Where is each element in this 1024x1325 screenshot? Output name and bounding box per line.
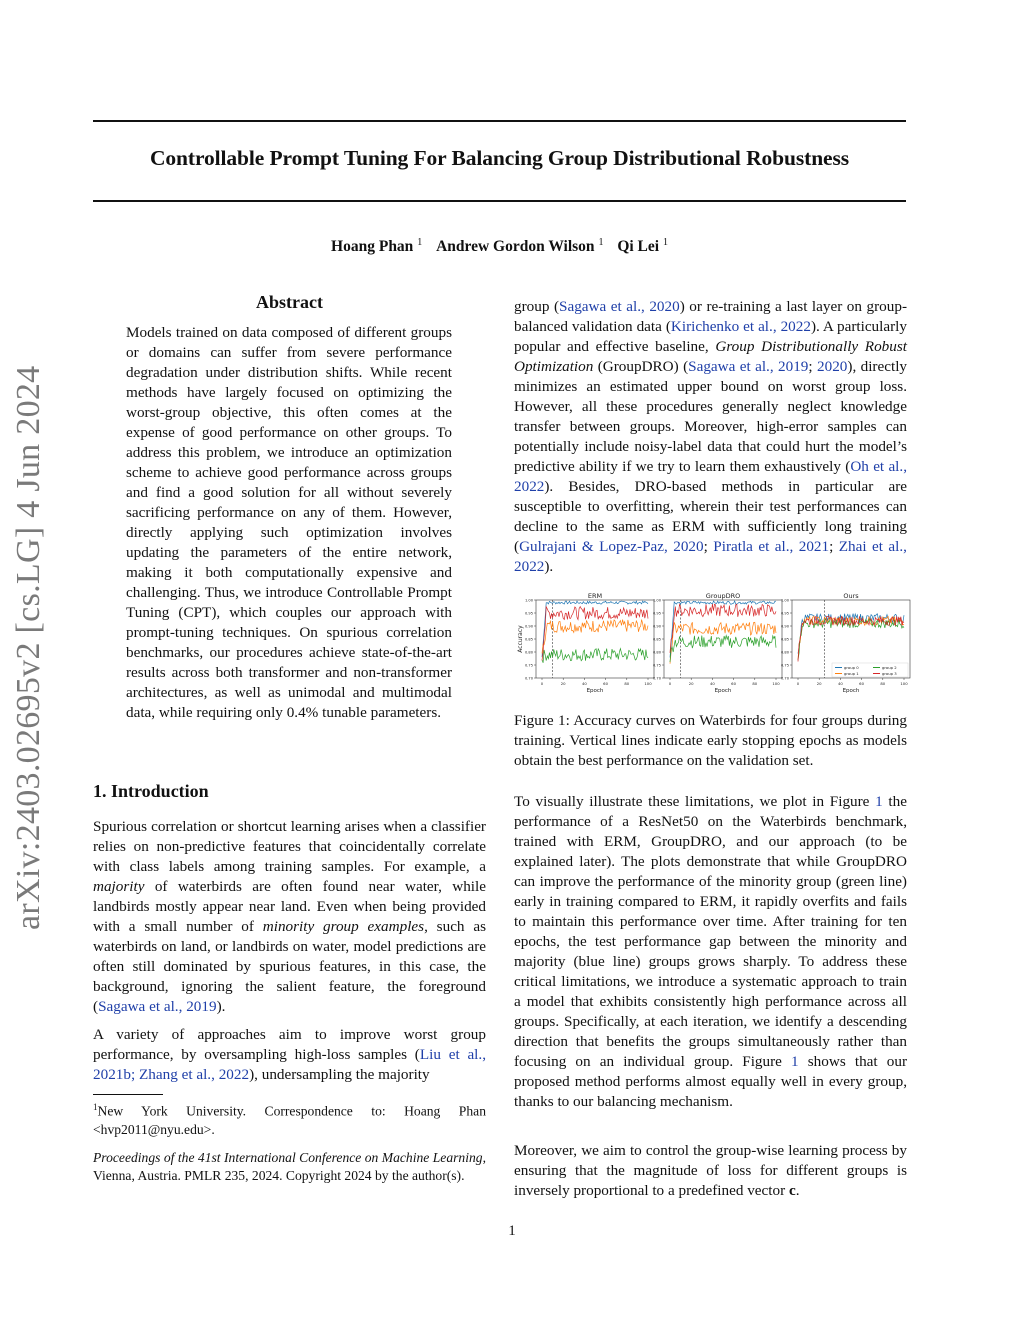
y-tick-label: 0.70 [780,676,789,681]
y-tick-label: 0.90 [524,624,533,629]
figure-ref-link[interactable]: 1 [875,793,883,810]
x-tick-label: 40 [709,681,715,686]
legend-entry: group 1 [844,670,859,676]
x-axis-label: Epoch [842,688,860,694]
x-tick-label: 0 [796,681,800,686]
x-tick-label: 0 [540,681,544,686]
figure-1-caption: Figure 1: Accuracy curves on Waterbirds for four groups during training. Vertical lines indicate early stopping epochs as models obtain the best performance on the validation set. [514,712,907,769]
citation-link[interactable]: Kirichenko et al., 2022 [670,318,811,335]
right-column-paragraph-2: To visually illustrate these limitations, we plot in Figure 1 the performance of a ResNet50 on the Waterbirds benchmark, trained with ERM, GroupDRO, and our approach (to be explained later). The plots demonstrate that while GroupDRO can improve the performance of the minority group (green line) early in training compared to ERM, it rapidly overfits and fails to maintain this performance over time. After training for ten epochs, the test performance gap between the minority and majority (blue line) groups grows sharply. To address these critical limitations, we introduce a systematic approach to train a model that exhibits consistently high performance across all groups. Specifically, at each iteration, we identify a descending direction that benefits the groups simultaneously rather than focusing on an individual group. Figure 1 shows that our proposed method performs almost equally well in every group, thanks to our balancing mechanism. [514,793,908,1110]
arxiv-watermark: arXiv:2403.02695v2 [cs.LG] 4 Jun 2024 [10,365,47,930]
y-tick-label: 0.90 [780,624,789,629]
page-number: 1 [508,1223,516,1239]
x-axis-label: Epoch [586,688,604,694]
y-tick-label: 0.70 [652,676,661,681]
y-tick-label: 0.95 [524,611,533,616]
y-tick-label: 0.80 [524,650,533,655]
citation-link[interactable]: Liu et al., 2021b; Zhang et al., 2022 [93,1046,486,1083]
x-tick-label: 100 [900,681,908,686]
x-tick-label: 60 [731,681,737,686]
y-tick-label: 0.75 [652,663,661,668]
citation-link[interactable]: Sagawa et al., 2019 [688,358,809,375]
author: Qi Lei $^1$ [617,237,668,255]
right-column-paragraph-3: Moreover, we aim to control the group-wise learning process by ensuring that the magnitude of loss for different groups is inversely proportional to a predefined vector c. [514,1142,907,1199]
x-axis-label: Epoch [714,688,732,694]
panel-title: Ours [843,592,859,600]
abstract-heading: Abstract [256,292,323,312]
top-rule [93,120,906,122]
right-column-paragraph: group (Sagawa et al., 2020) or re-training a last layer on group-balanced validation data (Kirichenko et al., 2022). A particularly popular and effective baseline, Group Distributionally Robust Optimization (GroupDRO) (Sagawa et al., 2019; 2020), directly minimizes an estimated upper bound on worst group loss. However, all these procedures generally neglect knowledge transfer between groups. Moreover, high-error samples can potentially include noisy-label data that could hurt the model’s predictive ability if we try to learn them exhaustively (Oh et al., 2022). Besides, DRO-based methods in particular are susceptible to overfitting, wherein their test performances can decline to the same as ERM with sufficiently long training (Gulrajani & Lopez-Paz, 2020; Piratla et al., 2021; Zhai et al., 2022). [514,298,908,575]
author-list [93,237,906,256]
y-tick-label: 1.00 [652,598,661,603]
x-tick-label: 0 [668,681,672,686]
x-tick-label: 80 [624,681,630,686]
proceedings-note: Proceedings of the 41st International Conference on Machine Learning, Vienna, Austria. PMLR 235, 2024. Copyright 2024 by the author(s). [93,1150,486,1183]
legend-entry: group 2 [882,664,897,670]
y-tick-label: 0.95 [652,611,661,616]
x-tick-label: 100 [772,681,780,686]
legend-entry: group 0 [844,664,859,670]
panel-frame [536,600,654,678]
author: Hoang Phan $^1$ [331,237,423,255]
panel-title: ERM [587,592,603,600]
x-tick-label: 40 [581,681,587,686]
intro-paragraph-1: Spurious correlation or shortcut learning arises when a classifier relies on non-predictive features that coincidentally correlate with class labels among training samples. For example, a majority of waterbirds are often found near water, while landbirds mostly appear near land. Even when being provided with a small number of minority group examples, such as waterbirds on land, or landbirds on water, model predictions are often still dominated by spurious features, in this case, the background, ignoring the salient feature, the foreground (Sagawa et al., 2019). [93,818,486,1015]
y-tick-label: 0.75 [524,663,533,668]
y-tick-label: 0.75 [780,663,789,668]
figure-1-accuracy-curves [514,590,914,695]
citation-link[interactable]: 2020 [817,358,848,375]
x-tick-label: 20 [688,681,694,686]
y-tick-label: 0.90 [652,624,661,629]
x-tick-label: 20 [816,681,822,686]
citation-link[interactable]: Zhai et al., 2022 [514,538,907,575]
panel-title: GroupDRO [705,592,741,600]
y-tick-label: 1.00 [524,598,533,603]
author: Andrew Gordon Wilson $^1$ [436,237,604,255]
title-bottom-rule [93,200,906,202]
x-tick-label: 100 [644,681,652,686]
x-tick-label: 80 [752,681,758,686]
citation-link[interactable]: Gulrajani & Lopez-Paz, 2020 [519,538,704,555]
x-tick-label: 60 [603,681,609,686]
legend-entry: group 3 [882,670,897,676]
y-tick-label: 0.85 [780,637,789,642]
footnote-rule [93,1094,163,1095]
x-tick-label: 60 [859,681,865,686]
y-tick-label: 0.95 [780,611,789,616]
y-axis-label: Accuracy [517,625,524,653]
citation-link[interactable]: Oh et al., 2022 [514,458,907,495]
affiliation-footnote: $^1$New York University. Correspondence to: Hoang Phan <hvp2011@nyu.edu>. [93,1102,486,1137]
x-tick-label: 20 [560,681,566,686]
y-tick-label: 0.85 [652,637,661,642]
paper-title: Controllable Prompt Tuning For Balancing Group Distributional Robustness [149,146,850,170]
citation-link[interactable]: Sagawa et al., 2020 [559,298,680,315]
citation-link[interactable]: Piratla et al., 2021 [713,538,830,555]
x-tick-label: 80 [880,681,886,686]
abstract-text: Models trained on data composed of different groups or domains can suffer from severe performance degradation under distribution shifts. While recent methods have largely focused on optimizing the worst-group objective, this often comes at the expense of good performance on other groups. To address this problem, we introduce an optimization scheme to achieve good performance across groups and find a good solution for all without severely sacrificing performance on any of them. However, directly applying such optimization involves updating the parameters of the entire network, making it both computationally expensive and challenging. Thus, we introduce Controllable Prompt Tuning (CPT), which couples our approach with prompt-tuning techniques. On spurious correlation benchmarks, our procedures achieve state-of-the-art results across both transformer and non-transformer architectures, as well as unimodal and multimodal data, while requiring only 0.4% tunable parameters. [126,324,452,721]
figure-ref-link[interactable]: 1 [791,1053,799,1070]
y-tick-label: 1.00 [780,598,789,603]
y-tick-label: 0.85 [524,637,533,642]
x-tick-label: 40 [837,681,843,686]
intro-paragraph-2: A variety of approaches aim to improve worst group performance, by oversampling high-loss samples (Liu et al., 2021b; Zhang et al., 2022), undersampling the majority [93,1026,486,1083]
y-tick-label: 0.80 [652,650,661,655]
y-tick-label: 0.70 [524,676,533,681]
section-heading-introduction: 1. Introduction [93,781,209,801]
citation-link[interactable]: Sagawa et al., 2019 [98,998,217,1015]
y-tick-label: 0.80 [780,650,789,655]
